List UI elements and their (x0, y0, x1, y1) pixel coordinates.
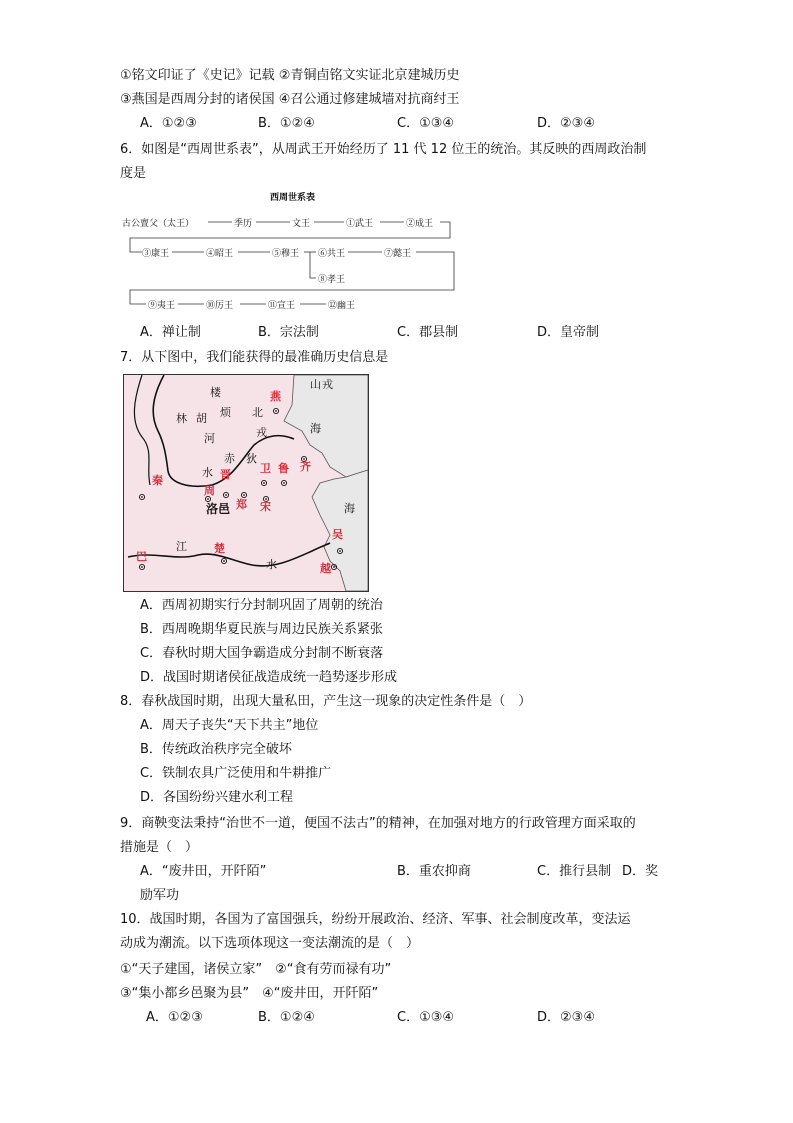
q5-option-b[interactable]: B．①②④ (258, 116, 315, 131)
map-state-song: 宋 (260, 500, 271, 513)
map-label-bei: 北 (252, 406, 263, 419)
map-label-sea1: 海 (310, 422, 321, 435)
city-marker-dot-3 (263, 482, 265, 484)
city-marker-dot-11 (339, 550, 341, 552)
city-marker-dot-7 (243, 494, 245, 496)
q8-stem: 8．春秋战国时期，出现大量私田，产生这一现象的决定性条件是（ ） (120, 694, 532, 709)
q9-option-c[interactable]: C．推行县制 (537, 864, 612, 879)
map-state-zheng: 郑 (236, 498, 247, 511)
q6-option-d[interactable]: D．皇帝制 (537, 325, 600, 340)
q6-option-a[interactable]: A．禅让制 (140, 325, 201, 340)
q10-stem-line1: 10．战国时期，各国为了富国强兵，纷纷开展政治、经济、军事、社会制度改革，变法运 (120, 912, 631, 927)
map-label-chi: 赤 (224, 452, 235, 465)
q10-statement-2: ③“集小都乡邑聚为县” ④“废井田，开阡陌” (120, 986, 379, 1001)
node-gongwang: ⑥共王 (318, 249, 346, 259)
q7-option-a[interactable]: A．西周初期实行分封制巩固了周朝的统治 (140, 598, 383, 613)
map-label-sea2: 海 (344, 502, 355, 515)
node-youwang: ⑫幽王 (328, 301, 356, 311)
node-liwang: ⑩厉王 (206, 301, 234, 311)
q9-option-d-cont: 励军功 (140, 888, 180, 903)
q10-option-c[interactable]: C．①③④ (397, 1010, 455, 1025)
q9-stem-line1: 9．商鞅变法秉持“治世不一道，便国不法古”的精神，在加强对地方的行政管理方面采取的 (120, 816, 636, 831)
node-kangwang: ③康王 (142, 249, 170, 259)
city-marker-dot-0 (275, 410, 277, 412)
q10-option-b[interactable]: B．①②④ (258, 1010, 315, 1025)
node-wenwang: 文王 (292, 219, 311, 229)
node-xuanwang: ⑪宣王 (268, 301, 296, 311)
node-yiwang: ⑦懿王 (384, 249, 412, 259)
map-state-wei: 卫 (260, 462, 271, 475)
q9-option-b[interactable]: B．重农抑商 (397, 864, 471, 879)
q6-option-c[interactable]: C．郡县制 (397, 325, 459, 340)
map-state-ba: 巴 (136, 550, 147, 563)
q7-option-b[interactable]: B．西周晚期华夏民族与周边民族关系紧张 (140, 622, 383, 637)
node-chengwang: ②成王 (406, 219, 434, 229)
q8-option-b[interactable]: B．传统政治秩序完全破坏 (140, 742, 292, 757)
q7-stem: 7．从下图中，我们能获得的最准确历史信息是 (120, 350, 389, 365)
city-marker-dot-9 (141, 566, 143, 568)
q7-option-c[interactable]: C．春秋时期大国争霸造成分封制不断衰落 (140, 646, 384, 661)
q5-option-a[interactable]: A．①②③ (140, 116, 197, 131)
map-label-lou: 楼 (210, 386, 221, 399)
q5-option-c[interactable]: C．①③④ (397, 116, 455, 131)
q10-option-d[interactable]: D．②③④ (537, 1010, 595, 1025)
q6-option-b[interactable]: B．宗法制 (258, 325, 319, 340)
spring-autumn-map (123, 374, 369, 592)
map-label-rong2: 戎 (322, 378, 333, 391)
map-state-lu: 鲁 (278, 462, 289, 475)
node-yiwang2: ⑨夷王 (148, 301, 176, 311)
map-label-shui: 水 (202, 466, 213, 479)
map-label-lin: 林 (176, 412, 187, 425)
city-marker-dot-10 (223, 560, 225, 562)
city-marker-dot-2 (225, 494, 227, 496)
map-label-hu: 胡 (196, 412, 207, 425)
q6-stem-line1: 6．如图是“西周世系表”，从周武王开始经历了 11 代 12 位王的统治。其反映的西周政治制 (120, 142, 647, 157)
q9-option-a[interactable]: A．“废井田，开阡陌” (140, 864, 267, 879)
map-label-shui2: 水 (266, 558, 277, 571)
map-state-jin: 晋 (220, 468, 231, 481)
q10-statement-1: ①“天子建国，诸侯立家” ②“食有劳而禄有功” (120, 962, 392, 977)
map-state-qin: 秦 (152, 474, 163, 487)
q9-stem-line2: 措施是（ ） (120, 840, 199, 855)
map-label-fan: 烦 (220, 406, 231, 419)
q7-option-d[interactable]: D．战国时期诸侯征战造成统一趋势逐步形成 (140, 670, 398, 685)
map-label-he: 河 (204, 432, 215, 445)
q10-stem-line2: 动成为潮流。以下选项体现这一变法潮流的是（ ） (120, 936, 420, 951)
city-marker-dot-1 (141, 496, 143, 498)
q8-option-a[interactable]: A．周天子丧失“天下共主”地位 (140, 718, 319, 733)
map-state-zhou: 周 (204, 484, 215, 497)
q5-statement-1: ①铭文印证了《史记》记载 ②青铜卣铭文实证北京建城历史 (120, 68, 460, 83)
city-marker-dot-12 (333, 566, 335, 568)
node-jili: 季历 (234, 219, 253, 229)
map-label-shan: 山 (310, 378, 321, 391)
zhou-lineage-diagram (120, 188, 460, 316)
node-xiaowang: ⑧孝王 (318, 275, 346, 285)
city-marker-dot-4 (283, 482, 285, 484)
q5-statement-2: ③燕国是西周分封的诸侯国 ④召公通过修建城墙对抗商纣王 (120, 92, 460, 107)
q10-option-a[interactable]: A．①②③ (146, 1010, 203, 1025)
node-gugong: 古公亶父（太王） (122, 219, 195, 229)
diagram-title: 西周世系表 (270, 193, 316, 203)
node-muwang: ⑤穆王 (272, 249, 300, 259)
node-wuwang: ①武王 (346, 219, 374, 229)
map-label-rong: 戎 (256, 426, 267, 439)
map-label-jiang: 江 (176, 540, 187, 553)
q9-option-d[interactable]: D．奖 (622, 864, 659, 879)
q8-option-c[interactable]: C．铁制农具广泛使用和牛耕推广 (140, 766, 332, 781)
map-state-yan: 燕 (270, 390, 281, 403)
map-label-di: 狄 (246, 452, 257, 465)
map-state-wu: 吴 (332, 528, 343, 541)
map-state-qi: 齐 (300, 460, 311, 473)
q5-option-d[interactable]: D．②③④ (537, 116, 595, 131)
map-state-yue: 越 (320, 562, 331, 575)
city-marker-dot-6 (207, 498, 209, 500)
node-zhaowang: ④昭王 (206, 249, 234, 259)
map-state-chu: 楚 (214, 542, 225, 555)
map-capital-luoyi: 洛邑 (206, 502, 231, 516)
q6-stem-line2: 度是 (120, 166, 147, 181)
q8-option-d[interactable]: D．各国纷纷兴建水利工程 (140, 790, 294, 805)
